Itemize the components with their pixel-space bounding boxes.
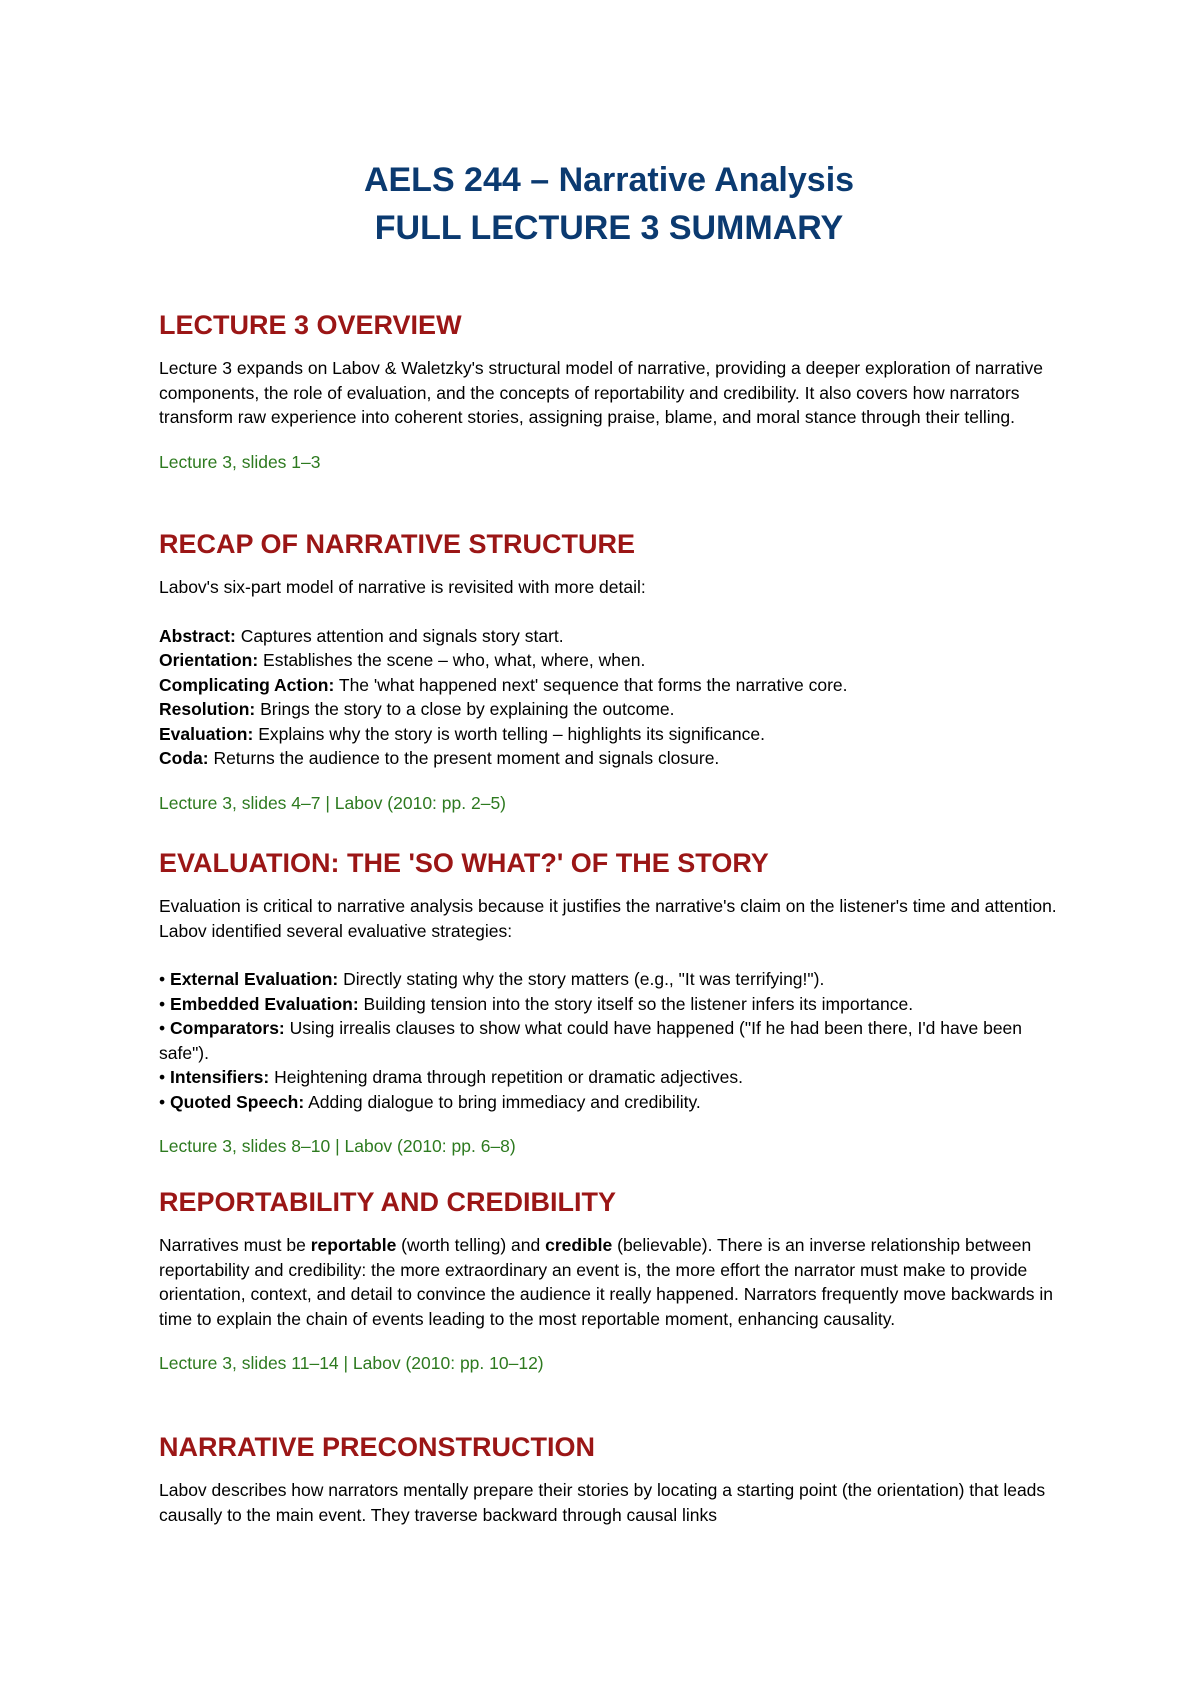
- reportability-citation: Lecture 3, slides 11–14 | Labov (2010: pp. 10–12): [159, 1353, 544, 1373]
- section-heading-evaluation: EVALUATION: THE 'SO WHAT?' OF THE STORY: [159, 848, 769, 878]
- list-item: Evaluation: Explains why the story is worth telling – highlights its significance.: [159, 723, 765, 744]
- overview-citation: Lecture 3, slides 1–3: [159, 451, 321, 472]
- section-evaluation: [159, 846, 1059, 1159]
- list-item: • Embedded Evaluation: Building tension into the story itself so the listener infers its importance.: [159, 993, 914, 1014]
- recap-citation: Lecture 3, slides 4–7 | Labov (2010: pp. 2–5): [159, 792, 507, 813]
- list-item: Orientation: Establishes the scene – who, what, where, when.: [159, 650, 646, 670]
- evaluation-citation: Lecture 3, slides 8–10 | Labov (2010: pp. 6–8): [159, 1136, 516, 1156]
- list-item: Complicating Action: The 'what happened next' sequence that forms the narrative core.: [159, 674, 848, 695]
- evaluation-list: [159, 967, 1059, 1114]
- overview-body: Lecture 3 expands on Labov & Waletzky's structural model of narrative, providing a deeper exploration of narrative components, the role of evaluation, and the concepts of reportability and credibility. It also covers how narrators transform raw experience into coherent stories, assigning praise, blame, and moral stance through their telling.: [159, 358, 1044, 427]
- list-item: • Intensifiers: Heightening drama through repetition or dramatic adjectives.: [159, 1067, 743, 1087]
- recap-list: [159, 624, 1059, 771]
- section-overview: [159, 308, 1059, 474]
- section-heading-overview: LECTURE 3 OVERVIEW: [159, 310, 462, 340]
- preconstruction-body: Labov describes how narrators mentally prepare their stories by locating a starting point (the orientation) that leads causally to the main event. They traverse backward through causal links: [159, 1480, 1046, 1525]
- document-title-line-2: FULL LECTURE 3 SUMMARY: [374, 209, 844, 247]
- document-title-line-1: AELS 244 – Narrative Analysis: [363, 161, 855, 199]
- section-heading-recap: RECAP OF NARRATIVE STRUCTURE: [159, 529, 636, 559]
- reportability-body: Narratives must be reportable (worth telling) and credible (believable). There is an inverse relationship between reportability and credibility: the more extraordinary an event is, the more effort the narrator must make to provide orientation, context, and detail to convince the audience it really happened. Narrators frequently move backwards in time to explain the chain of events leading to the most reportable moment, enhancing causality.: [159, 1235, 1053, 1329]
- section-heading-preconstruction: NARRATIVE PRECONSTRUCTION: [159, 1432, 596, 1462]
- section-heading-reportability: REPORTABILITY AND CREDIBILITY: [159, 1187, 617, 1217]
- section-recap: [159, 527, 1059, 815]
- list-item: Coda: Returns the audience to the present moment and signals closure.: [159, 748, 720, 768]
- section-preconstruction: [159, 1430, 1059, 1527]
- list-item: • Quoted Speech: Adding dialogue to bring immediacy and credibility.: [159, 1091, 701, 1112]
- evaluation-intro: Evaluation is critical to narrative analysis because it justifies the narrative's claim on the listener's time and attention. Labov identified several evaluative strategies:: [159, 896, 1057, 941]
- list-item: Resolution: Brings the story to a close by explaining the outcome.: [159, 699, 675, 719]
- title-block: [159, 156, 1059, 252]
- list-item: • Comparators: Using irrealis clauses to show what could have happened ("If he had been there, I'd have been safe").: [159, 1018, 1023, 1063]
- section-reportability: [159, 1185, 1059, 1376]
- recap-intro: Labov's six-part model of narrative is revisited with more detail:: [159, 577, 646, 597]
- list-item: • External Evaluation: Directly stating why the story matters (e.g., "It was terrifying!").: [159, 969, 825, 989]
- list-item: Abstract: Captures attention and signals story start.: [159, 625, 564, 646]
